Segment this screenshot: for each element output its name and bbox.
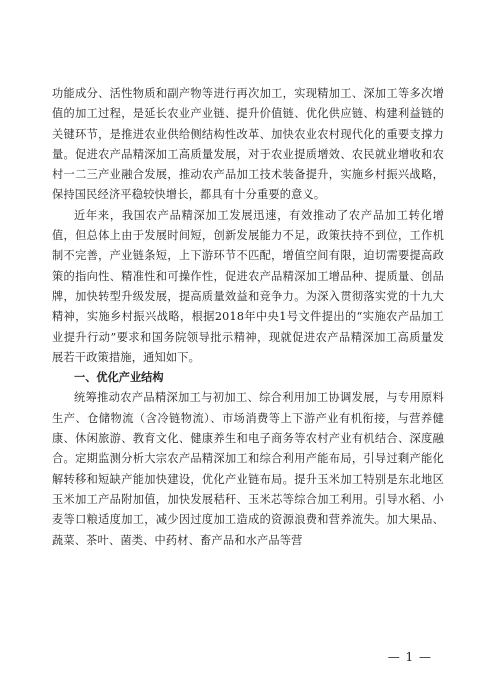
body-text	[52, 84, 444, 551]
paragraph-background: 近年来，我国农产品精深加工发展迅速，有效推动了农产品加工转化增值，但总体上由于发展时间短，创新发展能力不足，政策扶持不到位，工作机制不完善，产业链条短，上下游环节不匹配，增值空间有限，迫切需要提高政策的指向性、精准性和可操作性，促进农产品精深加工增品种、提质量、创品牌，加快转型升级发展，提高质量效益和竞争力。为深入贯彻落实党的十九大精神，实施乡村振兴战略，根据2018年中央1号文件提出的“实施农产品加工业提升行动”要求和国务院领导批示精神，现就促进农产品精深加工高质量发展若干政策措施，通知如下。	[52, 208, 444, 364]
section-heading: 一、优化产业结构	[74, 371, 164, 385]
paragraph-continuation: 功能成分、活性物质和副产物等进行再次加工，实现精加工、深加工等多次增值的加工过程，是延长农业产业链、提升价值链、优化供应链、构建利益链的关键环节，是推进农业供给侧结构性改革、加快农业农村现代化的重要支撑力量。促进农产品精深加工高质量发展，对于农业提质增效、农民就业增收和农村一二三产业融合发展，推动农产品加工技术装备提升，实施乡村振兴战略，保持国民经济平稳较快增长，都具有十分重要的意义。	[52, 87, 444, 202]
paragraph-section-one: 统筹推动农产品精深加工与初加工、综合利用加工协调发展，与专用原料生产、仓储物流（含冷链物流）、市场消费等上下游产业有机衔接，与营养健康、休闲旅游、教育文化、健康养生和电子商务等农村产业有机结合、深度融合。定期监测分析大宗农产品精深加工和综合利用产能布局，引导过剩产能化解转移和短缺产能加快建设，优化产业链布局。提升玉米加工特别是东北地区玉米加工产品附加值，加快发展秸秆、玉米芯等综合加工利用。引导水稻、小麦等口粮适度加工，减少因过度加工造成的资源浪费和营养流失。加大果品、蔬菜、茶叶、菌类、中药材、畜产品和水产品等营	[52, 391, 444, 547]
page-number: — 1 —	[387, 650, 432, 664]
